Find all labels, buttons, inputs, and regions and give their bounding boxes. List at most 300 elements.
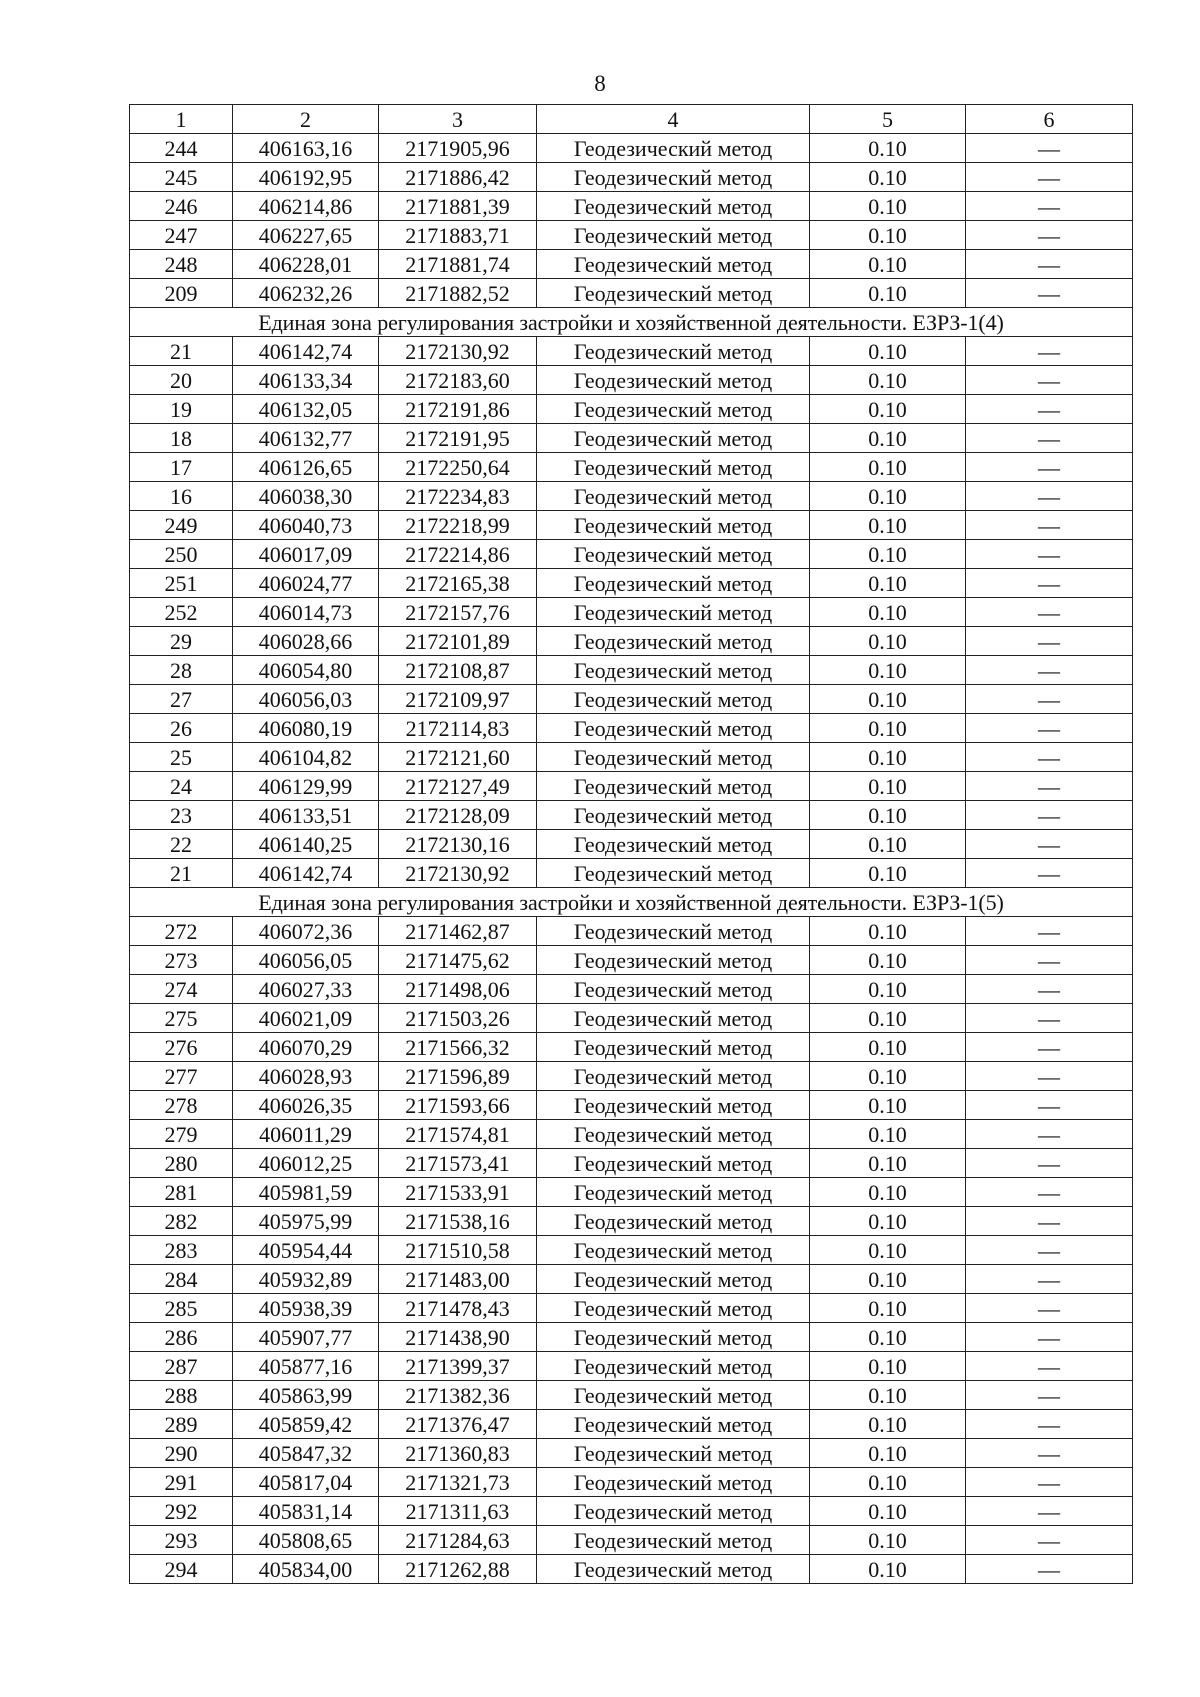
method-cell: Геодезический метод	[537, 453, 810, 482]
point-number-cell: 28	[130, 656, 233, 685]
table-row	[130, 511, 1133, 540]
accuracy-cell: 0.10	[810, 163, 966, 192]
note-cell: —	[966, 1149, 1133, 1178]
x-coordinate-cell: 406126,65	[233, 453, 379, 482]
note-cell: —	[966, 946, 1133, 975]
note-cell: —	[966, 221, 1133, 250]
point-number-cell: 17	[130, 453, 233, 482]
method-cell: Геодезический метод	[537, 627, 810, 656]
method-cell: Геодезический метод	[537, 1468, 810, 1497]
method-cell: Геодезический метод	[537, 1149, 810, 1178]
accuracy-cell: 0.10	[810, 1236, 966, 1265]
method-cell: Геодезический метод	[537, 801, 810, 830]
point-number-cell: 289	[130, 1410, 233, 1439]
table-row	[130, 221, 1133, 250]
accuracy-cell: 0.10	[810, 1178, 966, 1207]
point-number-cell: 29	[130, 627, 233, 656]
accuracy-cell: 0.10	[810, 1323, 966, 1352]
point-number-cell: 278	[130, 1091, 233, 1120]
accuracy-cell: 0.10	[810, 1410, 966, 1439]
y-coordinate-cell: 2171311,63	[379, 1497, 537, 1526]
y-coordinate-cell: 2171284,63	[379, 1526, 537, 1555]
table-body	[130, 134, 1133, 1584]
y-coordinate-cell: 2171882,52	[379, 279, 537, 308]
accuracy-cell: 0.10	[810, 366, 966, 395]
accuracy-cell: 0.10	[810, 743, 966, 772]
method-cell: Геодезический метод	[537, 1091, 810, 1120]
note-cell: —	[966, 975, 1133, 1004]
method-cell: Геодезический метод	[537, 685, 810, 714]
y-coordinate-cell: 2172130,16	[379, 830, 537, 859]
method-cell: Геодезический метод	[537, 569, 810, 598]
note-cell: —	[966, 1352, 1133, 1381]
table-row	[130, 1207, 1133, 1236]
table-row	[130, 975, 1133, 1004]
point-number-cell: 27	[130, 685, 233, 714]
y-coordinate-cell: 2171360,83	[379, 1439, 537, 1468]
y-coordinate-cell: 2171533,91	[379, 1178, 537, 1207]
y-coordinate-cell: 2171438,90	[379, 1323, 537, 1352]
note-cell: —	[966, 511, 1133, 540]
point-number-cell: 20	[130, 366, 233, 395]
point-number-cell: 280	[130, 1149, 233, 1178]
accuracy-cell: 0.10	[810, 1526, 966, 1555]
method-cell: Геодезический метод	[537, 395, 810, 424]
y-coordinate-cell: 2172109,97	[379, 685, 537, 714]
table-row	[130, 250, 1133, 279]
accuracy-cell: 0.10	[810, 772, 966, 801]
point-number-cell: 252	[130, 598, 233, 627]
note-cell: —	[966, 1323, 1133, 1352]
point-number-cell: 209	[130, 279, 233, 308]
x-coordinate-cell: 406027,33	[233, 975, 379, 1004]
note-cell: —	[966, 1468, 1133, 1497]
x-coordinate-cell: 405975,99	[233, 1207, 379, 1236]
y-coordinate-cell: 2171538,16	[379, 1207, 537, 1236]
accuracy-cell: 0.10	[810, 714, 966, 743]
accuracy-cell: 0.10	[810, 192, 966, 221]
y-coordinate-cell: 2171881,39	[379, 192, 537, 221]
method-cell: Геодезический метод	[537, 1004, 810, 1033]
x-coordinate-cell: 406140,25	[233, 830, 379, 859]
y-coordinate-cell: 2172191,95	[379, 424, 537, 453]
table-row	[130, 1468, 1133, 1497]
note-cell: —	[966, 1207, 1133, 1236]
table-row	[130, 1091, 1133, 1120]
accuracy-cell: 0.10	[810, 482, 966, 511]
x-coordinate-cell: 406017,09	[233, 540, 379, 569]
x-coordinate-cell: 405907,77	[233, 1323, 379, 1352]
y-coordinate-cell: 2172191,86	[379, 395, 537, 424]
point-number-cell: 285	[130, 1294, 233, 1323]
point-number-cell: 287	[130, 1352, 233, 1381]
x-coordinate-cell: 406132,05	[233, 395, 379, 424]
method-cell: Геодезический метод	[537, 1526, 810, 1555]
accuracy-cell: 0.10	[810, 540, 966, 569]
x-coordinate-cell: 406142,74	[233, 337, 379, 366]
y-coordinate-cell: 2171596,89	[379, 1062, 537, 1091]
method-cell: Геодезический метод	[537, 772, 810, 801]
note-cell: —	[966, 424, 1133, 453]
note-cell: —	[966, 540, 1133, 569]
accuracy-cell: 0.10	[810, 1207, 966, 1236]
accuracy-cell: 0.10	[810, 830, 966, 859]
y-coordinate-cell: 2171483,00	[379, 1265, 537, 1294]
note-cell: —	[966, 134, 1133, 163]
coordinates-table	[129, 104, 1133, 1584]
x-coordinate-cell: 405817,04	[233, 1468, 379, 1497]
column-header: 5	[810, 105, 966, 134]
method-cell: Геодезический метод	[537, 830, 810, 859]
point-number-cell: 249	[130, 511, 233, 540]
accuracy-cell: 0.10	[810, 1062, 966, 1091]
note-cell: —	[966, 685, 1133, 714]
x-coordinate-cell: 405847,32	[233, 1439, 379, 1468]
x-coordinate-cell: 406192,95	[233, 163, 379, 192]
point-number-cell: 251	[130, 569, 233, 598]
table-row	[130, 366, 1133, 395]
y-coordinate-cell: 2172218,99	[379, 511, 537, 540]
table-row	[130, 743, 1133, 772]
accuracy-cell: 0.10	[810, 1381, 966, 1410]
note-cell: —	[966, 250, 1133, 279]
table-row	[130, 627, 1133, 656]
x-coordinate-cell: 406133,34	[233, 366, 379, 395]
method-cell: Геодезический метод	[537, 917, 810, 946]
y-coordinate-cell: 2172127,49	[379, 772, 537, 801]
y-coordinate-cell: 2172183,60	[379, 366, 537, 395]
y-coordinate-cell: 2171399,37	[379, 1352, 537, 1381]
x-coordinate-cell: 406214,86	[233, 192, 379, 221]
method-cell: Геодезический метод	[537, 1555, 810, 1584]
page-number: 8	[594, 71, 606, 96]
table-row	[130, 656, 1133, 685]
table-row	[130, 540, 1133, 569]
x-coordinate-cell: 406028,93	[233, 1062, 379, 1091]
x-coordinate-cell: 406070,29	[233, 1033, 379, 1062]
table-row	[130, 1352, 1133, 1381]
x-coordinate-cell: 405808,65	[233, 1526, 379, 1555]
note-cell: —	[966, 1236, 1133, 1265]
method-cell: Геодезический метод	[537, 163, 810, 192]
method-cell: Геодезический метод	[537, 975, 810, 1004]
x-coordinate-cell: 406080,19	[233, 714, 379, 743]
accuracy-cell: 0.10	[810, 975, 966, 1004]
y-coordinate-cell: 2171498,06	[379, 975, 537, 1004]
accuracy-cell: 0.10	[810, 1352, 966, 1381]
note-cell: —	[966, 1004, 1133, 1033]
point-number-cell: 275	[130, 1004, 233, 1033]
note-cell: —	[966, 1439, 1133, 1468]
table-row	[130, 859, 1133, 888]
note-cell: —	[966, 482, 1133, 511]
note-cell: —	[966, 772, 1133, 801]
point-number-cell: 281	[130, 1178, 233, 1207]
note-cell: —	[966, 1120, 1133, 1149]
x-coordinate-cell: 406040,73	[233, 511, 379, 540]
point-number-cell: 292	[130, 1497, 233, 1526]
accuracy-cell: 0.10	[810, 134, 966, 163]
accuracy-cell: 0.10	[810, 1004, 966, 1033]
method-cell: Геодезический метод	[537, 714, 810, 743]
accuracy-cell: 0.10	[810, 1555, 966, 1584]
y-coordinate-cell: 2172108,87	[379, 656, 537, 685]
accuracy-cell: 0.10	[810, 656, 966, 685]
method-cell: Геодезический метод	[537, 1178, 810, 1207]
method-cell: Геодезический метод	[537, 1236, 810, 1265]
x-coordinate-cell: 406232,26	[233, 279, 379, 308]
note-cell: —	[966, 1555, 1133, 1584]
method-cell: Геодезический метод	[537, 134, 810, 163]
y-coordinate-cell: 2171883,71	[379, 221, 537, 250]
accuracy-cell: 0.10	[810, 1091, 966, 1120]
accuracy-cell: 0.10	[810, 598, 966, 627]
point-number-cell: 18	[130, 424, 233, 453]
table-row	[130, 1265, 1133, 1294]
method-cell: Геодезический метод	[537, 1381, 810, 1410]
point-number-cell: 26	[130, 714, 233, 743]
accuracy-cell: 0.10	[810, 1294, 966, 1323]
accuracy-cell: 0.10	[810, 1120, 966, 1149]
x-coordinate-cell: 405938,39	[233, 1294, 379, 1323]
accuracy-cell: 0.10	[810, 801, 966, 830]
note-cell: —	[966, 569, 1133, 598]
table-row	[130, 192, 1133, 221]
table-row	[130, 424, 1133, 453]
note-cell: —	[966, 1178, 1133, 1207]
y-coordinate-cell: 2172234,83	[379, 482, 537, 511]
y-coordinate-cell: 2172128,09	[379, 801, 537, 830]
table-row	[130, 1120, 1133, 1149]
y-coordinate-cell: 2171376,47	[379, 1410, 537, 1439]
note-cell: —	[966, 830, 1133, 859]
y-coordinate-cell: 2171566,32	[379, 1033, 537, 1062]
method-cell: Геодезический метод	[537, 1439, 810, 1468]
x-coordinate-cell: 405981,59	[233, 1178, 379, 1207]
x-coordinate-cell: 405859,42	[233, 1410, 379, 1439]
table-row	[130, 801, 1133, 830]
accuracy-cell: 0.10	[810, 627, 966, 656]
table-row	[130, 1381, 1133, 1410]
y-coordinate-cell: 2172114,83	[379, 714, 537, 743]
y-coordinate-cell: 2171593,66	[379, 1091, 537, 1120]
x-coordinate-cell: 406012,25	[233, 1149, 379, 1178]
table-row	[130, 1410, 1133, 1439]
section-header-row	[130, 888, 1133, 917]
x-coordinate-cell: 406056,03	[233, 685, 379, 714]
point-number-cell: 284	[130, 1265, 233, 1294]
y-coordinate-cell: 2171478,43	[379, 1294, 537, 1323]
x-coordinate-cell: 406014,73	[233, 598, 379, 627]
x-coordinate-cell: 406011,29	[233, 1120, 379, 1149]
accuracy-cell: 0.10	[810, 279, 966, 308]
point-number-cell: 245	[130, 163, 233, 192]
y-coordinate-cell: 2171574,81	[379, 1120, 537, 1149]
table-row	[130, 917, 1133, 946]
table-row	[130, 1004, 1133, 1033]
point-number-cell: 291	[130, 1468, 233, 1497]
note-cell: —	[966, 1265, 1133, 1294]
point-number-cell: 23	[130, 801, 233, 830]
y-coordinate-cell: 2172130,92	[379, 859, 537, 888]
accuracy-cell: 0.10	[810, 1468, 966, 1497]
accuracy-cell: 0.10	[810, 1439, 966, 1468]
table-row	[130, 279, 1133, 308]
x-coordinate-cell: 405831,14	[233, 1497, 379, 1526]
table-row	[130, 1526, 1133, 1555]
method-cell: Геодезический метод	[537, 859, 810, 888]
table-row	[130, 395, 1133, 424]
accuracy-cell: 0.10	[810, 337, 966, 366]
method-cell: Геодезический метод	[537, 221, 810, 250]
y-coordinate-cell: 2172214,86	[379, 540, 537, 569]
table-row	[130, 1497, 1133, 1526]
x-coordinate-cell: 406228,01	[233, 250, 379, 279]
point-number-cell: 248	[130, 250, 233, 279]
note-cell: —	[966, 192, 1133, 221]
method-cell: Геодезический метод	[537, 1120, 810, 1149]
y-coordinate-cell: 2172165,38	[379, 569, 537, 598]
point-number-cell: 276	[130, 1033, 233, 1062]
method-cell: Геодезический метод	[537, 482, 810, 511]
y-coordinate-cell: 2171905,96	[379, 134, 537, 163]
note-cell: —	[966, 366, 1133, 395]
accuracy-cell: 0.10	[810, 859, 966, 888]
method-cell: Геодезический метод	[537, 1497, 810, 1526]
x-coordinate-cell: 406132,77	[233, 424, 379, 453]
note-cell: —	[966, 656, 1133, 685]
point-number-cell: 246	[130, 192, 233, 221]
y-coordinate-cell: 2172121,60	[379, 743, 537, 772]
y-coordinate-cell: 2172250,64	[379, 453, 537, 482]
y-coordinate-cell: 2172101,89	[379, 627, 537, 656]
accuracy-cell: 0.10	[810, 250, 966, 279]
table-row	[130, 685, 1133, 714]
accuracy-cell: 0.10	[810, 685, 966, 714]
note-cell: —	[966, 598, 1133, 627]
method-cell: Геодезический метод	[537, 337, 810, 366]
method-cell: Геодезический метод	[537, 1062, 810, 1091]
note-cell: —	[966, 714, 1133, 743]
point-number-cell: 283	[130, 1236, 233, 1265]
accuracy-cell: 0.10	[810, 221, 966, 250]
point-number-cell: 279	[130, 1120, 233, 1149]
table-row	[130, 482, 1133, 511]
table-row	[130, 1236, 1133, 1265]
accuracy-cell: 0.10	[810, 946, 966, 975]
x-coordinate-cell: 405932,89	[233, 1265, 379, 1294]
method-cell: Геодезический метод	[537, 192, 810, 221]
x-coordinate-cell: 406026,35	[233, 1091, 379, 1120]
table-row	[130, 946, 1133, 975]
method-cell: Геодезический метод	[537, 946, 810, 975]
point-number-cell: 286	[130, 1323, 233, 1352]
note-cell: —	[966, 279, 1133, 308]
method-cell: Геодезический метод	[537, 1207, 810, 1236]
table-row	[130, 1178, 1133, 1207]
y-coordinate-cell: 2172157,76	[379, 598, 537, 627]
note-cell: —	[966, 163, 1133, 192]
accuracy-cell: 0.10	[810, 395, 966, 424]
y-coordinate-cell: 2171321,73	[379, 1468, 537, 1497]
y-coordinate-cell: 2172130,92	[379, 337, 537, 366]
accuracy-cell: 0.10	[810, 1149, 966, 1178]
x-coordinate-cell: 405863,99	[233, 1381, 379, 1410]
x-coordinate-cell: 406024,77	[233, 569, 379, 598]
y-coordinate-cell: 2171881,74	[379, 250, 537, 279]
point-number-cell: 293	[130, 1526, 233, 1555]
note-cell: —	[966, 627, 1133, 656]
table-row	[130, 1555, 1133, 1584]
x-coordinate-cell: 406038,30	[233, 482, 379, 511]
point-number-cell: 272	[130, 917, 233, 946]
method-cell: Геодезический метод	[537, 424, 810, 453]
point-number-cell: 247	[130, 221, 233, 250]
x-coordinate-cell: 406163,16	[233, 134, 379, 163]
method-cell: Геодезический метод	[537, 743, 810, 772]
note-cell: —	[966, 801, 1133, 830]
method-cell: Геодезический метод	[537, 250, 810, 279]
note-cell: —	[966, 1091, 1133, 1120]
method-cell: Геодезический метод	[537, 656, 810, 685]
note-cell: —	[966, 917, 1133, 946]
x-coordinate-cell: 406056,05	[233, 946, 379, 975]
table-row	[130, 714, 1133, 743]
x-coordinate-cell: 406072,36	[233, 917, 379, 946]
point-number-cell: 25	[130, 743, 233, 772]
point-number-cell: 274	[130, 975, 233, 1004]
table-row	[130, 1294, 1133, 1323]
method-cell: Геодезический метод	[537, 279, 810, 308]
table-row	[130, 569, 1133, 598]
x-coordinate-cell: 406054,80	[233, 656, 379, 685]
note-cell: —	[966, 1381, 1133, 1410]
y-coordinate-cell: 2171503,26	[379, 1004, 537, 1033]
note-cell: —	[966, 1497, 1133, 1526]
x-coordinate-cell: 406104,82	[233, 743, 379, 772]
table-row	[130, 598, 1133, 627]
y-coordinate-cell: 2171510,58	[379, 1236, 537, 1265]
table-row	[130, 453, 1133, 482]
column-header: 4	[537, 105, 810, 134]
point-number-cell: 244	[130, 134, 233, 163]
table-row	[130, 772, 1133, 801]
y-coordinate-cell: 2171886,42	[379, 163, 537, 192]
zone-title: Единая зона регулирования застройки и хозяйственной деятельности. ЕЗРЗ-1(4)	[130, 308, 1133, 337]
point-number-cell: 22	[130, 830, 233, 859]
note-cell: —	[966, 1033, 1133, 1062]
table-row	[130, 830, 1133, 859]
x-coordinate-cell: 406028,66	[233, 627, 379, 656]
accuracy-cell: 0.10	[810, 511, 966, 540]
point-number-cell: 288	[130, 1381, 233, 1410]
point-number-cell: 21	[130, 859, 233, 888]
accuracy-cell: 0.10	[810, 1265, 966, 1294]
note-cell: —	[966, 859, 1133, 888]
method-cell: Геодезический метод	[537, 1265, 810, 1294]
note-cell: —	[966, 1294, 1133, 1323]
note-cell: —	[966, 395, 1133, 424]
note-cell: —	[966, 743, 1133, 772]
y-coordinate-cell: 2171475,62	[379, 946, 537, 975]
note-cell: —	[966, 1526, 1133, 1555]
accuracy-cell: 0.10	[810, 424, 966, 453]
x-coordinate-cell: 406129,99	[233, 772, 379, 801]
table-row	[130, 1033, 1133, 1062]
method-cell: Геодезический метод	[537, 511, 810, 540]
table-row	[130, 1062, 1133, 1091]
column-header: 3	[379, 105, 537, 134]
